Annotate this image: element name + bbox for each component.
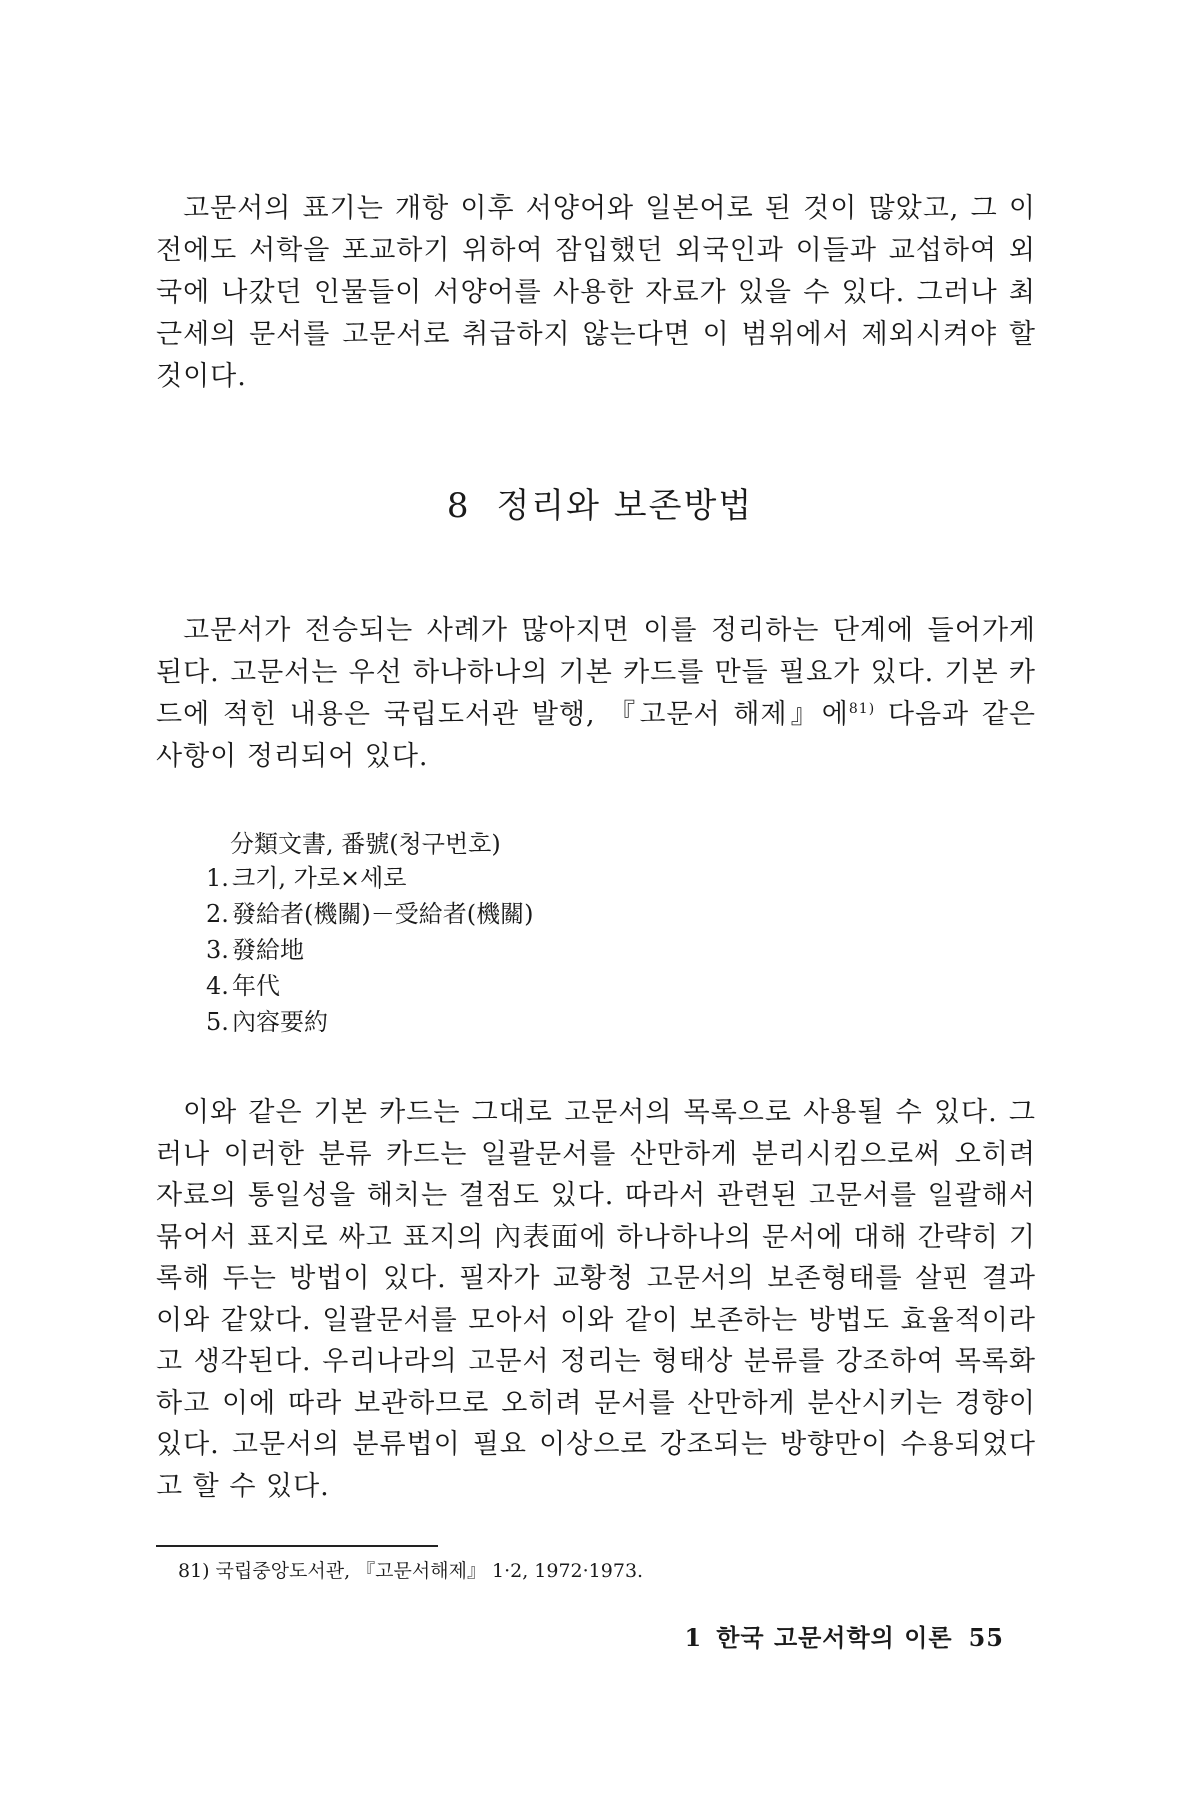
section-number: 8 [446,486,471,526]
list-item-text: 年代 [232,972,280,1000]
list-item-number: 2. [206,900,229,928]
list-item-number: 4. [206,972,229,1000]
body-paragraph-2 [156,610,1036,778]
card-list-header: 分類文書, 番號(청구번호) [230,830,501,858]
list-item-text: 發給地 [232,936,304,964]
body-paragraph-3: 이와 같은 기본 카드는 그대로 고문서의 목록으로 사용될 수 있다. 그러나 이러한 분류 카드는 일괄문서를 산만하게 분리시킴으로써 오히려 자료의 통일성을 해치는 결점도 있다. 따라서 관련된 고문서를 일괄해서 묶어서 표지로 싸고 표지의 內表面에 하나하나의 문서에 대해 간략히 기록해 두는 방법이 있다. 필자가 교황청 고문서의 보존형태를 살핀 결과 이와 같았다. 일괄문서를 모아서 이와 같이 보존하는 방법도 효율적이라고 생각된다. 우리나라의 고문서 정리는 형태상 분류를 강조하여 목록화하고 이에 따라 보관하므로 오히려 문서를 산만하게 분산시키는 경향이 있다. 고문서의 분류법이 필요 이상으로 강조되는 방향만이 수용되었다고 할 수 있다. [156,1097,1036,1502]
list-item-text: 크기, 가로×세로 [232,864,407,892]
card-field-list [206,860,533,1040]
list-item-number: 1. [206,864,229,892]
footnote-81: 81) 국립중앙도서관, 『고문서해제』 1·2, 1972·1973. [178,1560,644,1582]
running-footer [685,1618,1004,1653]
footer-chapter-title: 한국 고문서학의 이론 [716,1623,953,1652]
list-item-text: 發給者(機關)－受給者(機關) [232,900,534,928]
list-item [206,968,533,1004]
section-title: 정리와 보존방법 [496,486,754,526]
list-item [206,860,533,896]
footer-chapter-number: 1 [684,1623,703,1652]
list-item-number: 3. [206,936,229,964]
section-heading [0,478,1200,527]
list-item [206,932,533,968]
list-item [206,1004,533,1040]
list-item [206,896,533,932]
list-item-text: 內容要約 [232,1008,328,1036]
page-number: 55 [968,1623,1004,1652]
paragraph-2-text-b: 다음과 같은 사항이 정리되어 있다. [156,699,1037,772]
paragraph-2-text-a: 고문서가 전승되는 사례가 많아지면 이를 정리하는 단계에 들어가게 된다. 고문서는 우선 하나하나의 기본 카드를 만들 필요가 있다. 기본 카드에 적힌 내용은 국립도서관 발행, 『고문서 해제』에 [156,615,1036,730]
list-item-number: 5. [206,1008,229,1036]
body-paragraph-1: 고문서의 표기는 개항 이후 서양어와 일본어로 된 것이 많았고, 그 이전에도 서학을 포교하기 위하여 잠입했던 외국인과 이들과 교섭하여 외국에 나갔던 인물들이 서양어를 사용한 자료가 있을 수 있다. 그러나 최근세의 문서를 고문서로 취급하지 않는다면 이 범위에서 제외시켜야 할 것이다. [156,193,1036,392]
footnote-reference[interactable]: 81) [848,701,876,717]
footnote-divider [156,1545,438,1547]
